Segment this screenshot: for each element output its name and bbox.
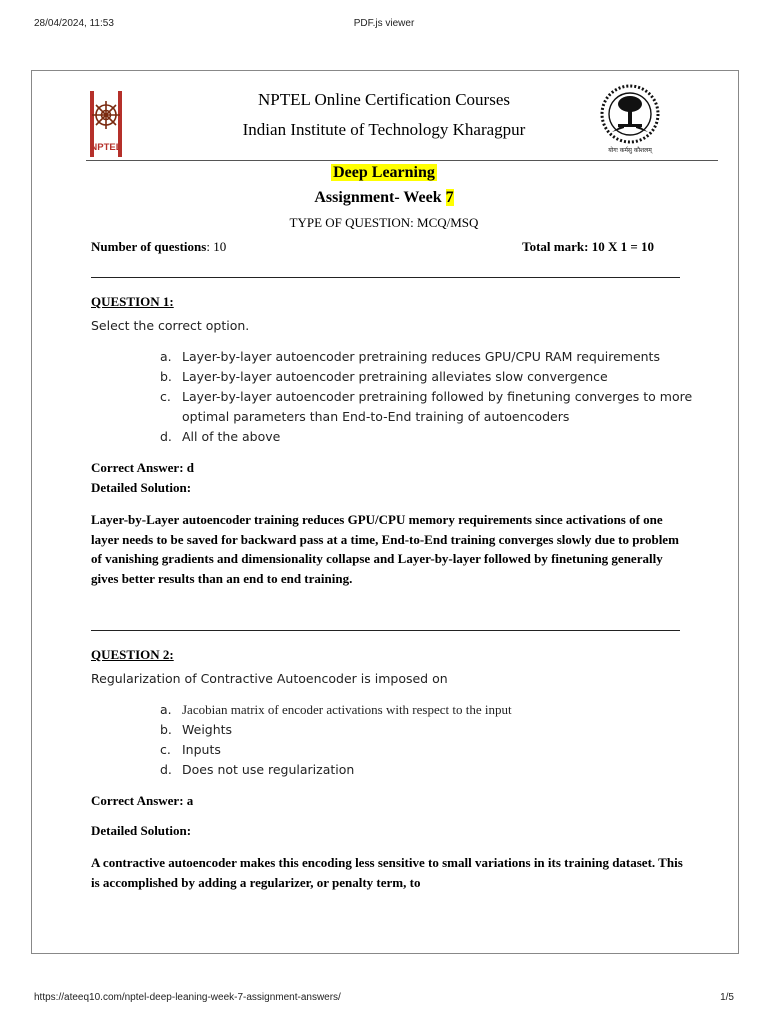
option — [160, 387, 700, 427]
question-1-solution-label: Detailed Solution: — [91, 480, 192, 495]
option — [160, 760, 700, 780]
option-text: Does not use regularization — [182, 762, 355, 777]
question-1-options — [160, 347, 700, 447]
option — [160, 367, 700, 387]
option-label: b. — [160, 369, 172, 384]
print-footer — [34, 992, 734, 1006]
number-of-questions — [91, 239, 226, 255]
institute-line-2: Indian Institute of Technology Kharagpur — [242, 120, 526, 139]
question-2-options — [160, 700, 700, 780]
question-2-text: Regularization of Contractive Autoencoder is imposed on — [91, 671, 448, 686]
number-of-questions-label: Number of questions — [91, 239, 207, 254]
course-title-text: Deep Learning — [333, 164, 435, 181]
assignment-week: 7 — [445, 189, 454, 206]
section-divider — [91, 630, 680, 631]
question-2-heading: QUESTION 2: — [91, 647, 174, 662]
course-title — [0, 164, 768, 182]
option-label: b. — [160, 722, 172, 737]
question-1-answer: Correct Answer: d — [91, 460, 195, 475]
question-2-solution-label: Detailed Solution: — [91, 823, 192, 838]
emblem-motto: योगः कर्मसु कौशलम् — [608, 147, 652, 154]
option — [160, 700, 700, 720]
assignment-prefix: Assignment- Week — [314, 189, 446, 206]
print-datetime: 28/04/2024, 11:53 — [34, 18, 114, 29]
question-1-text: Select the correct option. — [91, 318, 250, 333]
option-text: All of the above — [182, 429, 281, 444]
option-text: Layer-by-layer autoencoder pretraining alleviates slow convergence — [182, 369, 608, 384]
option-text: Layer-by-layer autoencoder pretraining followed by finetuning converges to more optimal parameters than End-to-End training of autoencoders — [182, 389, 693, 424]
question-2-solution: A contractive autoencoder makes this encoding less sensitive to small variations in its training dataset. This is accomplished by adding a regularizer, or penalty term, to — [91, 855, 683, 890]
question-2-answer: Correct Answer: a — [91, 793, 194, 808]
option — [160, 347, 700, 367]
option — [160, 427, 700, 447]
assignment-title — [0, 189, 768, 207]
option-text: Weights — [182, 722, 233, 737]
institute-line-1: NPTEL Online Certification Courses — [258, 90, 510, 109]
print-title: PDF.js viewer — [353, 18, 415, 29]
option-text: Jacobian matrix of encoder activations with respect to the input — [182, 702, 512, 717]
option-text: Layer-by-layer autoencoder pretraining reduces GPU/CPU RAM requirements — [182, 349, 660, 364]
total-mark: Total mark: 10 X 1 = 10 — [522, 239, 654, 254]
question-1-solution: Layer-by-Layer autoencoder training reduces GPU/CPU memory requirements since activations of one layer needs to be saved for backward pass at a time, End-to-End training converges slowly due to problem of vanishing gradients and dimensionality collapse and Layer-by-layer followed by finetuning generally gives better results than an end to end training. — [91, 512, 679, 586]
option-label: a. — [160, 349, 172, 364]
section-divider — [91, 277, 680, 278]
option-label: d. — [160, 429, 172, 444]
option-label: a. — [160, 702, 172, 717]
header-divider — [86, 160, 718, 161]
option-text: Inputs — [182, 742, 221, 757]
number-of-questions-value: : 10 — [206, 239, 227, 254]
question-1-heading: QUESTION 1: — [91, 294, 174, 309]
question-type: TYPE OF QUESTION: MCQ/MSQ — [289, 215, 479, 230]
print-url: https://ateeq10.com/nptel-deep-leaning-week-7-assignment-answers/ — [34, 992, 341, 1003]
option — [160, 740, 700, 760]
print-header — [34, 18, 734, 32]
nptel-logo-text: NPTEL — [90, 142, 122, 153]
iit-kgp-emblem — [598, 82, 662, 156]
option-label: d. — [160, 762, 172, 777]
print-page-indicator: 1/5 — [720, 992, 734, 1003]
option-label: c. — [160, 389, 171, 404]
option-label: c. — [160, 742, 171, 757]
option — [160, 720, 700, 740]
